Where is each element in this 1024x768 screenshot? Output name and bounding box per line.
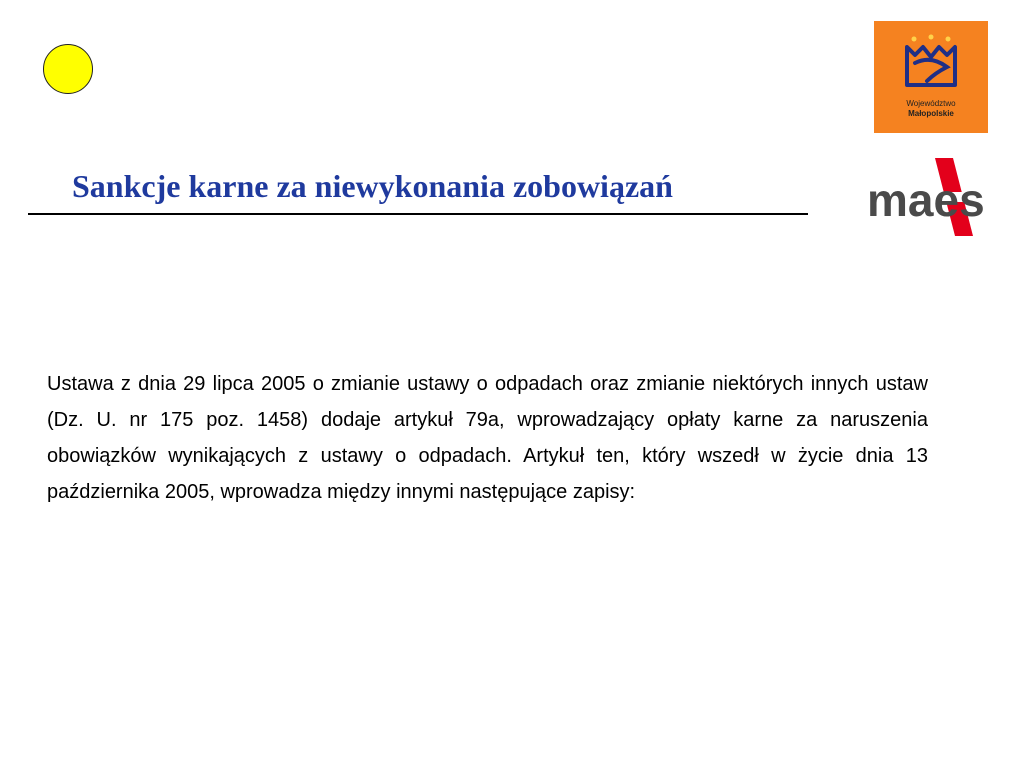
malopolska-line2: Małopolskie — [908, 109, 954, 118]
malopolska-line1: Województwo — [906, 99, 956, 108]
maes-logo-icon — [865, 158, 997, 236]
malopolska-logo — [874, 21, 988, 133]
yellow-circle-icon — [43, 44, 93, 94]
maes-logo-text: maes — [867, 174, 985, 226]
slide-title: Sankcje karne za niewykonania zobowiązań — [72, 168, 673, 204]
body-paragraph: Ustawa z dnia 29 lipca 2005 o zmianie ustawy o odpadach oraz zmianie niektórych innych ustaw (Dz. U. nr 175 poz. 1458) dodaje artykuł 79a, wprowadzający opłaty karne za naruszenia obowiązków wynikających z ustawy o odpadach. Artykuł ten, który wszedł w życie dnia 13 października 2005, wprowadza między innymi następujące zapisy: — [47, 373, 928, 503]
malopolska-caption — [874, 99, 988, 119]
title-underline — [28, 213, 808, 215]
malopolska-emblem-icon — [901, 33, 961, 93]
